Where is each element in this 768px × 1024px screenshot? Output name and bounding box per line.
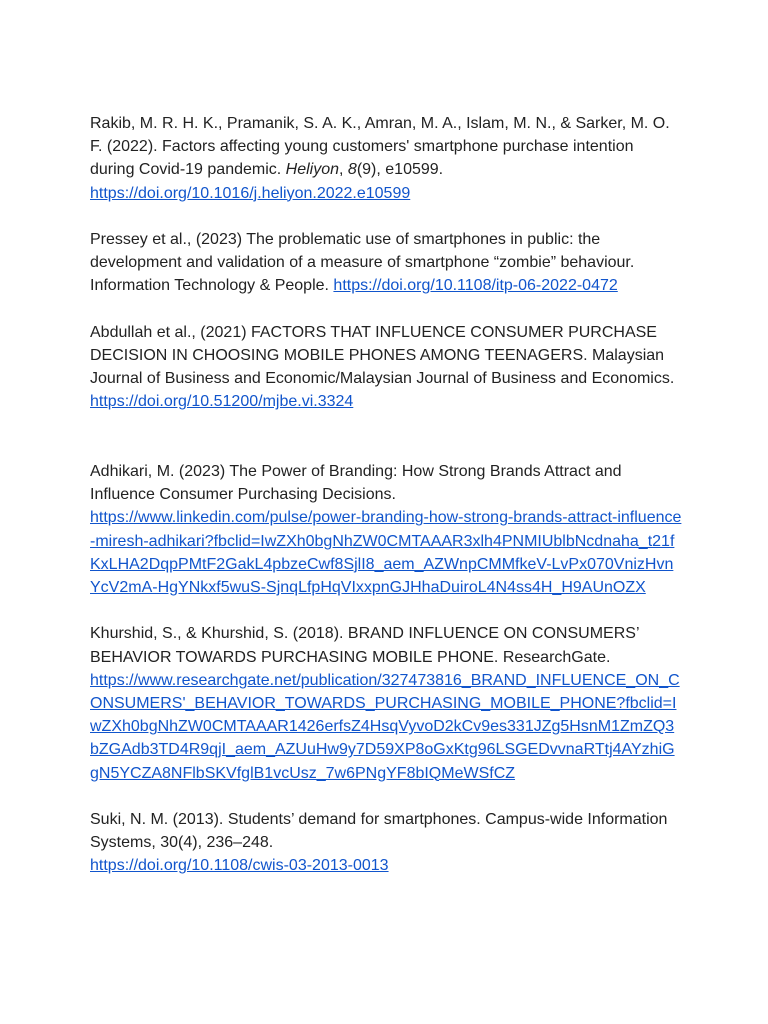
reference-text: Khurshid, S., & Khurshid, S. (2018). BRAND INFLUENCE ON CONSUMERS’ BEHAVIOR TOWARDS PURCHASING MOBILE PHONE. ResearchGate. — [90, 625, 639, 666]
reference-text: Pressey et al., (2023) The problematic use of smartphones in public: the development and validation of a measure of smartphone “zombie” behaviour. Information Technology & People. — [90, 231, 635, 295]
reference-suki-2013 — [90, 808, 682, 878]
researchgate-link[interactable]: https://www.researchgate.net/publication/327473816_BRAND_INFLUENCE_ON_CONSUMERS'_BEHAVIOR_TOWARDS_PURCHASING_MOBILE_PHONE?fbclid=IwZXh0bgNhZW0CMTAAAR1426erfsZ4HsqVyvoD2kCv9es331JZg5HsnM1ZmZQ3bZGAdb3TD4R9qjI_aem_AZUuHw9y7D59XP8oGxKtg96LSGEDvvnaRTtj4AYzhiGgN5YCZA8NFlbSKVfglB1vcUsz_7w6PNgYF8bIQMeWSfCZ — [90, 671, 680, 782]
separator: , — [339, 161, 348, 179]
volume-number: 8 — [347, 161, 357, 179]
doi-link[interactable]: https://doi.org/10.1108/cwis-03-2013-0013 — [90, 857, 389, 875]
linkedin-link[interactable]: https://www.linkedin.com/pulse/power-branding-how-strong-brands-attract-influence-miresh-adhikari?fbclid=IwZXh0bgNhZW0CMTAAAR3xlh4PNMIUblbNcdnaha_t21fKxLHA2DqpPMtF2GakL4pbzeCwf8SjlI8_aem_AZWnpCMMfkeV-LvPx070VnizHvnYcV2mA-HgYNkxf5wuS-SjnqLfpHqVIxxpnGJHhaDuiroL4N4ss4H_H9AUnOZX — [90, 509, 682, 597]
journal-name: Heliyon — [285, 161, 340, 179]
reference-text: Suki, N. M. (2013). Students’ demand for smartphones. Campus-wide Information Systems, 30(4), 236–248. — [90, 811, 668, 852]
reference-text: Abdullah et al., (2021) FACTORS THAT INFLUENCE CONSUMER PURCHASE DECISION IN CHOOSING MOBILE PHONES AMONG TEENAGERS. Malaysian Journal of Business and Economic/Malaysian Journal of Business and Economics. — [90, 323, 675, 388]
reference-abdullah-2021 — [90, 321, 682, 414]
reference-pressey-2023 — [90, 228, 682, 298]
reference-list — [90, 112, 682, 901]
doi-link[interactable]: https://doi.org/10.51200/mjbe.vi.3324 — [90, 393, 354, 411]
doi-link[interactable]: https://doi.org/10.1108/itp-06-2022-0472 — [333, 277, 618, 295]
reference-text: Adhikari, M. (2023) The Power of Branding: How Strong Brands Attract and Influence Consumer Purchasing Decisions. — [90, 463, 622, 504]
issue-pages: (9), e10599. — [356, 161, 444, 179]
reference-khurshid-2018 — [90, 622, 682, 784]
reference-rakib-2022 — [90, 112, 682, 205]
doi-link[interactable]: https://doi.org/10.1016/j.heliyon.2022.e10599 — [90, 184, 411, 202]
reference-text: Rakib, M. R. H. K., Pramanik, S. A. K., Amran, M. A., Islam, M. N., & Sarker, M. O. F. (2022). Factors affecting young customers' smartphone purchase intention during Covid-19 pandemic. — [90, 115, 670, 179]
reference-adhikari-2023 — [90, 460, 682, 599]
